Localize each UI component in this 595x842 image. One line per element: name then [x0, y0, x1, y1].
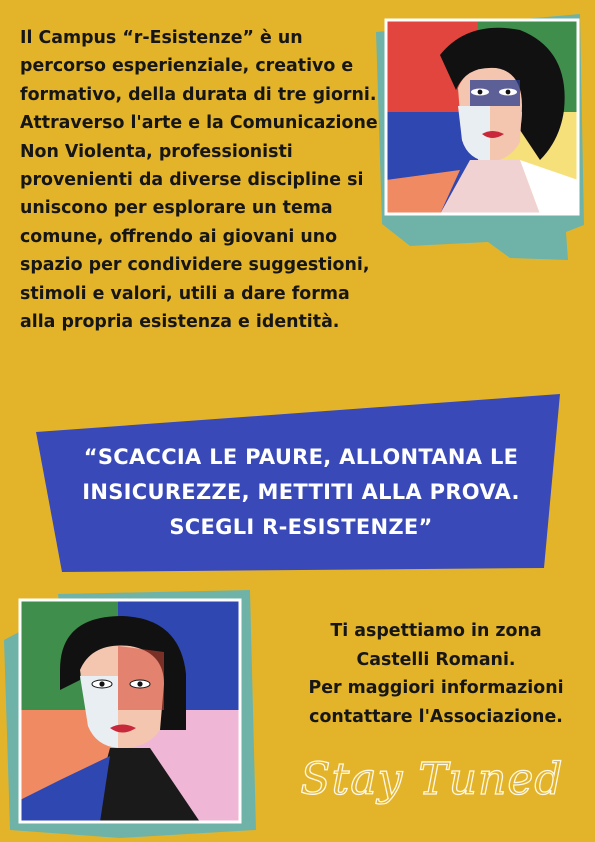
- top-portrait-artwork: [370, 10, 585, 260]
- quote-banner: [36, 392, 564, 572]
- quote-line-3: SCEGLI R-ESISTENZE”: [169, 515, 433, 539]
- quote-line-1: “SCACCIA LE PAURE, ALLONTANA LE: [83, 445, 519, 469]
- quote-text: [66, 440, 536, 545]
- contact-line-1: Ti aspettiamo in zona: [330, 621, 542, 641]
- intro-paragraph: Il Campus “r-Esistenze” è un percorso esperienziale, creativo e formativo, della durata di tre giorni. Attraverso l'arte e la Comunicazione Non Violenta, professionisti provenienti da diverse discipline si uniscono per esplorare un tema comune, offrendo ai giovani uno spazio per condividere suggestioni, stimoli e valori, utili a dare forma alla propria esistenza e identità.: [20, 28, 378, 333]
- contact-line-2: Castelli Romani.: [356, 649, 516, 670]
- stay-tuned-signature: [292, 748, 572, 818]
- stay-tuned-text: Stay Tuned: [300, 754, 564, 805]
- portrait-illustration-top: [370, 10, 585, 260]
- quote-line-2: INSICUREZZE, METTITI ALLA PROVA.: [82, 480, 520, 504]
- portrait-illustration-bottom: [0, 580, 260, 842]
- bottom-portrait-artwork: [0, 580, 260, 842]
- contact-line-4: contattare l'Associazione.: [309, 706, 563, 727]
- contact-line-3: Per maggiori informazioni: [308, 678, 564, 698]
- contact-info: [290, 617, 582, 731]
